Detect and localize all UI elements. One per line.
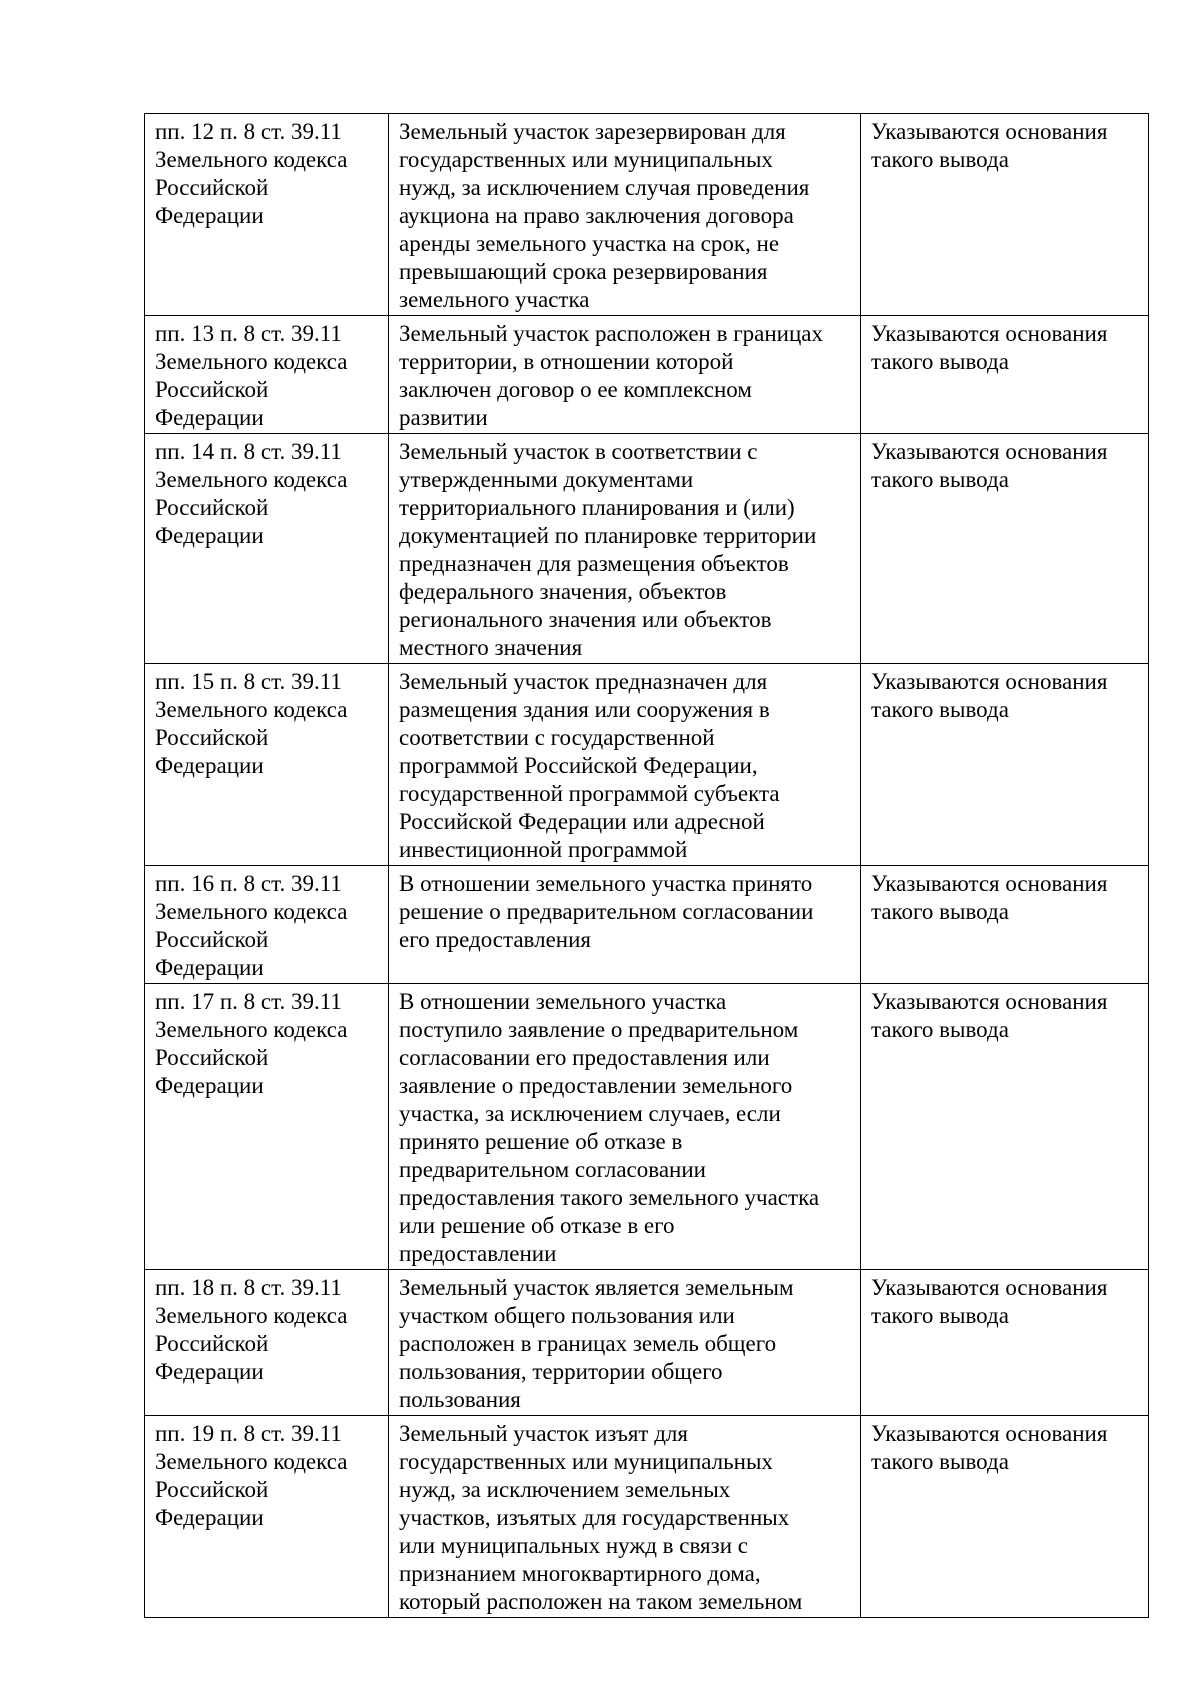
table-row [145, 1416, 1149, 1618]
table-row [145, 984, 1149, 1270]
ground-description-cell: Земельный участок является земельным участком общего пользования или расположен в границах земель общего пользования, территории общего пользования [389, 1270, 861, 1416]
table-row [145, 664, 1149, 866]
table-row [145, 1270, 1149, 1416]
ground-description-cell: Земельный участок изъят для государственных или муниципальных нужд, за исключением земельных участков, изъятых для государственных или муниципальных нужд в связи с признанием многоквартирного дома, который расположен на таком земельном [389, 1416, 861, 1618]
table-row [145, 114, 1149, 316]
grounds-table [144, 113, 1149, 1618]
legal-reference-cell: пп. 14 п. 8 ст. 39.11 Земельного кодекса Российской Федерации [145, 434, 389, 664]
ground-description-cell: В отношении земельного участка поступило заявление о предварительном согласовании его предоставления или заявление о предоставлении земельного участка, за исключением случаев, если принято решение об отказе в предварительном согласовании предоставления такого земельного участка или решение об отказе в его предоставлении [389, 984, 861, 1270]
table-row [145, 316, 1149, 434]
table-row [145, 434, 1149, 664]
legal-reference-cell: пп. 13 п. 8 ст. 39.11 Земельного кодекса Российской Федерации [145, 316, 389, 434]
ground-description-cell: В отношении земельного участка принято решение о предварительном согласовании его предоставления [389, 866, 861, 984]
ground-description-cell: Земельный участок в соответствии с утвержденными документами территориального планирования и (или) документацией по планировке территории предназначен для размещения объектов федерального значения, объектов регионального значения или объектов местного значения [389, 434, 861, 664]
note-cell: Указываются основания такого вывода [861, 984, 1149, 1270]
legal-reference-cell: пп. 15 п. 8 ст. 39.11 Земельного кодекса Российской Федерации [145, 664, 389, 866]
legal-reference-cell: пп. 16 п. 8 ст. 39.11 Земельного кодекса Российской Федерации [145, 866, 389, 984]
ground-description-cell: Земельный участок зарезервирован для государственных или муниципальных нужд, за исключением случая проведения аукциона на право заключения договора аренды земельного участка на срок, не превышающий срока резервирования земельного участка [389, 114, 861, 316]
note-cell: Указываются основания такого вывода [861, 114, 1149, 316]
legal-reference-cell: пп. 19 п. 8 ст. 39.11 Земельного кодекса Российской Федерации [145, 1416, 389, 1618]
note-cell: Указываются основания такого вывода [861, 1416, 1149, 1618]
legal-reference-cell: пп. 18 п. 8 ст. 39.11 Земельного кодекса Российской Федерации [145, 1270, 389, 1416]
note-cell: Указываются основания такого вывода [861, 434, 1149, 664]
table-row [145, 866, 1149, 984]
legal-reference-cell: пп. 12 п. 8 ст. 39.11 Земельного кодекса Российской Федерации [145, 114, 389, 316]
legal-reference-cell: пп. 17 п. 8 ст. 39.11 Земельного кодекса Российской Федерации [145, 984, 389, 1270]
ground-description-cell: Земельный участок предназначен для размещения здания или сооружения в соответствии с государственной программой Российской Федерации, государственной программой субъекта Российской Федерации или адресной инвестиционной программой [389, 664, 861, 866]
note-cell: Указываются основания такого вывода [861, 664, 1149, 866]
ground-description-cell: Земельный участок расположен в границах территории, в отношении которой заключен договор о ее комплексном развитии [389, 316, 861, 434]
note-cell: Указываются основания такого вывода [861, 866, 1149, 984]
note-cell: Указываются основания такого вывода [861, 1270, 1149, 1416]
note-cell: Указываются основания такого вывода [861, 316, 1149, 434]
